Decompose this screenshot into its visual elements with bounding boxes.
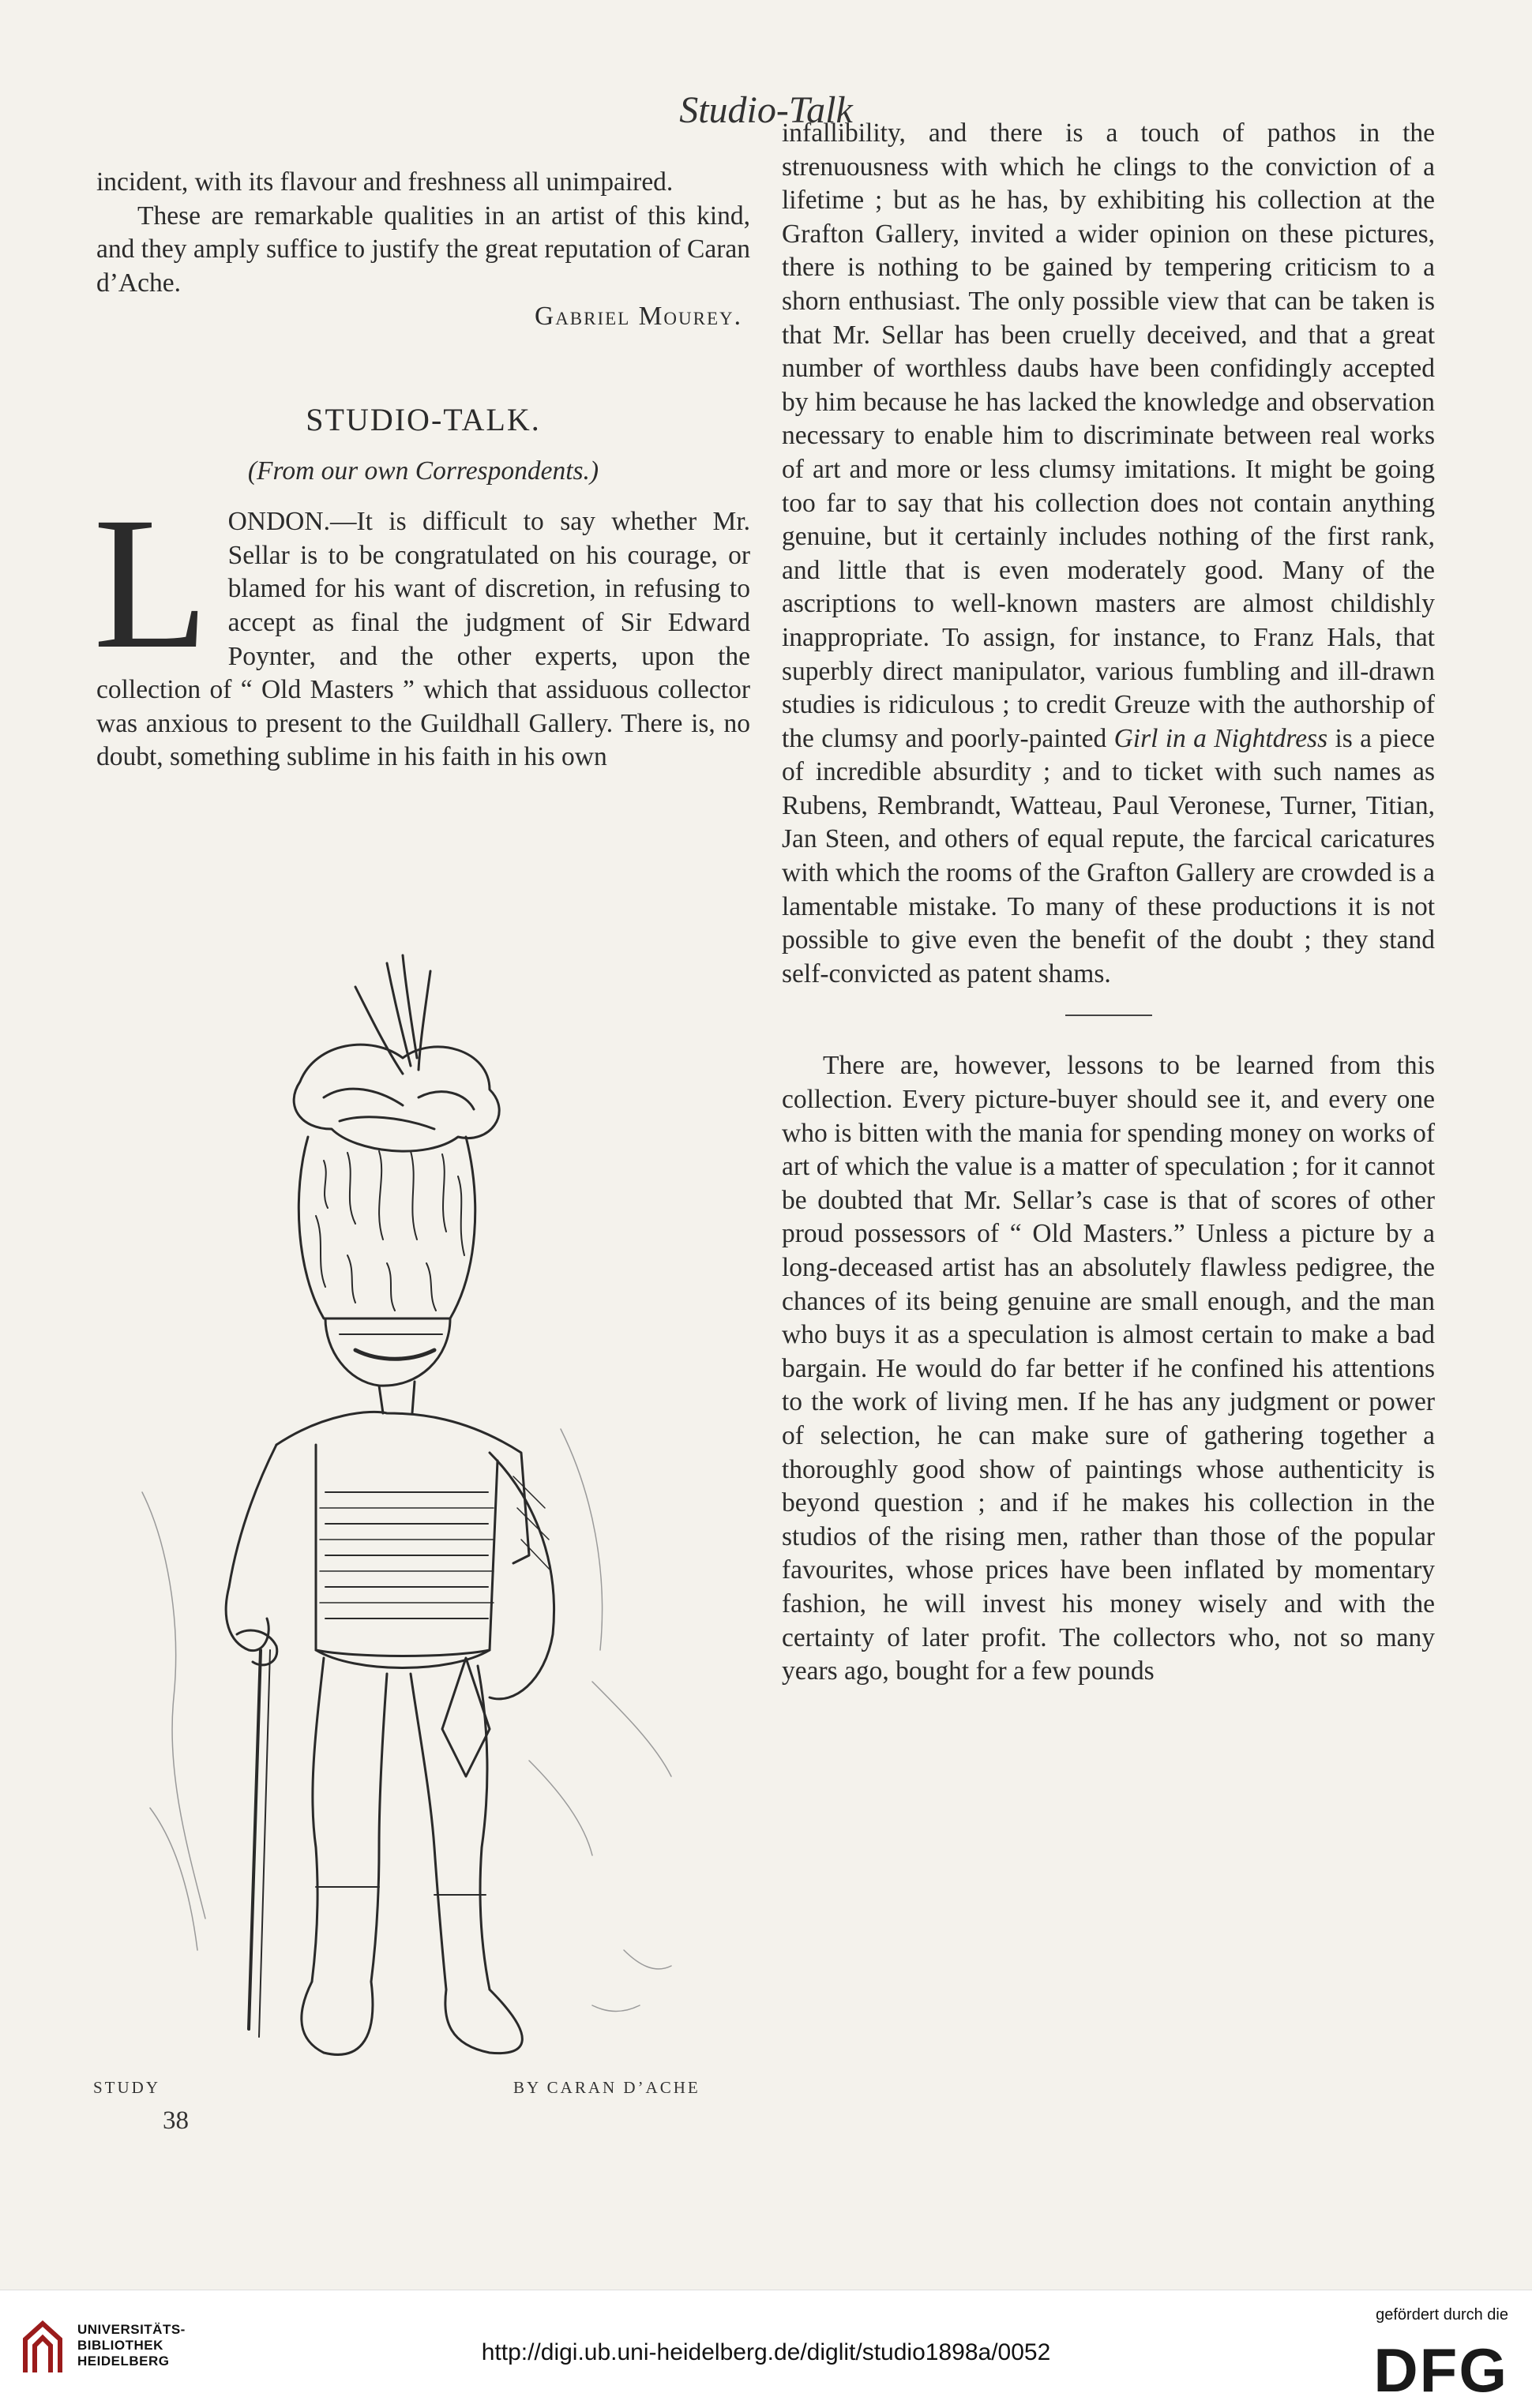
source-url-link[interactable]: http://digi.ub.uni-heidelberg.de/diglit/studio1898a/0052	[481, 2339, 1051, 2365]
right-column	[782, 117, 1435, 1689]
institution-name-line: BIBLIOTHEK	[77, 2338, 163, 2353]
opening-paragraph	[93, 478, 750, 775]
paragraph: These are remarkable qualities in an artist of this kind, and they amply suffice to justify the great reputation of Caran d’Ache.	[96, 201, 750, 298]
digitization-footer	[0, 2290, 1532, 2408]
illustration-caption-right: BY CARAN D’ACHE	[513, 2078, 700, 2097]
illustration-caption-left: STUDY	[93, 2078, 161, 2097]
running-title: Studio-Talk	[679, 89, 853, 131]
institution-name-line: UNIVERSITÄTS-	[77, 2322, 186, 2337]
paragraph-text: infallibility, and there is a touch of pathos in the strenuousness with which he clings to the conviction of a lifetime ; but as he has, by exhibiting his collection at the Grafton Gallery, invited a wider opinion on these pictures, there is nothing to be gained by tempering criticism to a shorn enthusiast. The only possible view that can be taken is that Mr. Sellar has been cruelly deceived, and that a great number of worthless daubs have been confidingly accepted by him because he has lacked the knowledge and observation necessary to enable him to discriminate between real works of art and more or less clumsy imitations. It might be going too far to say that his collection does not contain anything genuine, but it certainly includes nothing of the first rank, and little that is even moderately good. Many of the ascriptions to well-known masters are almost childishly inappropriate. To assign, for instance, to Franz Hals, that superbly direct manipulator, various fumbling and ill-drawn studies is ridiculous ; to credit Greuze with the authorship of the clumsy and poorly-painted	[782, 118, 1435, 753]
section-title: STUDIO-TALK.	[306, 401, 541, 437]
institution-name	[77, 2322, 186, 2369]
paragraph: There are, however, lessons to be learned from this collection. Every picture-buyer should see it, and every one who is bitten with the mania for spending money on works of art of which the value is a matter of speculation ; for it cannot be doubted that Mr. Sellar’s case is that of scores of other proud possessors of “ Old Masters.” Unless a picture by a long-deceased artist has an absolutely flawless pedigree, the chances of its being genuine are small enough, and the man who buys it as a speculation is almost certain to make a bad bargain. He would do far better if he confined his attentions to the work of living men. If he has any judgment or power of selection, he can make sure of gathering together a thoroughly good show of paintings whose authenticity is beyond question ; and if he makes his collection in the studios of the rising men, rather than those of the popular favourites, whose prices have been inflated by momentary fashion, he will invest his money wisely and with the certainty of later profit. The collectors who, not so many years ago, bought for a few pounds	[782, 1051, 1435, 1686]
paragraph: incident, with its flavour and freshness all unimpaired.	[96, 167, 674, 197]
opening-paragraph-text: ONDON.—It is difficult to say whether Mr. Sellar is to be congratulated on his courage, or blamed for his want of discretion, in refusing to accept as final the judgment of Sir Edward Poynter, and the other experts, upon the collection of “ Old Masters ” which that assiduous collector was anxious to present to the Guildhall Gallery. There is, no doubt, something sublime in his faith in his own	[96, 507, 750, 772]
dfg-logo: DFG	[1373, 2335, 1508, 2405]
artwork-title: Girl in a Nightdress	[1113, 723, 1328, 753]
soldier-sketch-illustration	[118, 940, 734, 2076]
section-subtitle: (From our own Correspondents.)	[247, 456, 599, 486]
paragraph	[782, 117, 1435, 991]
page-number: 38	[163, 2106, 189, 2135]
left-column	[93, 166, 750, 775]
drop-cap: L	[93, 478, 209, 688]
university-library-logo	[19, 2317, 66, 2379]
author-signature: Gabriel Mourey.	[535, 302, 742, 332]
institution-name-line: HEIDELBERG	[77, 2354, 170, 2369]
section-divider	[1065, 1015, 1152, 1016]
paragraph-text: is a piece of incredible absurdity ; and to ticket with such names as Rubens, Rembrandt, Watteau, Paul Veronese, Turner, Titian, Jan Steen, and others of equal repute, the farcical caricatures with which the rooms of the Grafton Gallery are crowded is a lamentable mistake. To many of these productions it is not possible to give even the benefit of the doubt ; they stand self-convicted as patent shams.	[782, 723, 1435, 988]
funded-by-label: gefördert durch die	[1376, 2306, 1508, 2324]
